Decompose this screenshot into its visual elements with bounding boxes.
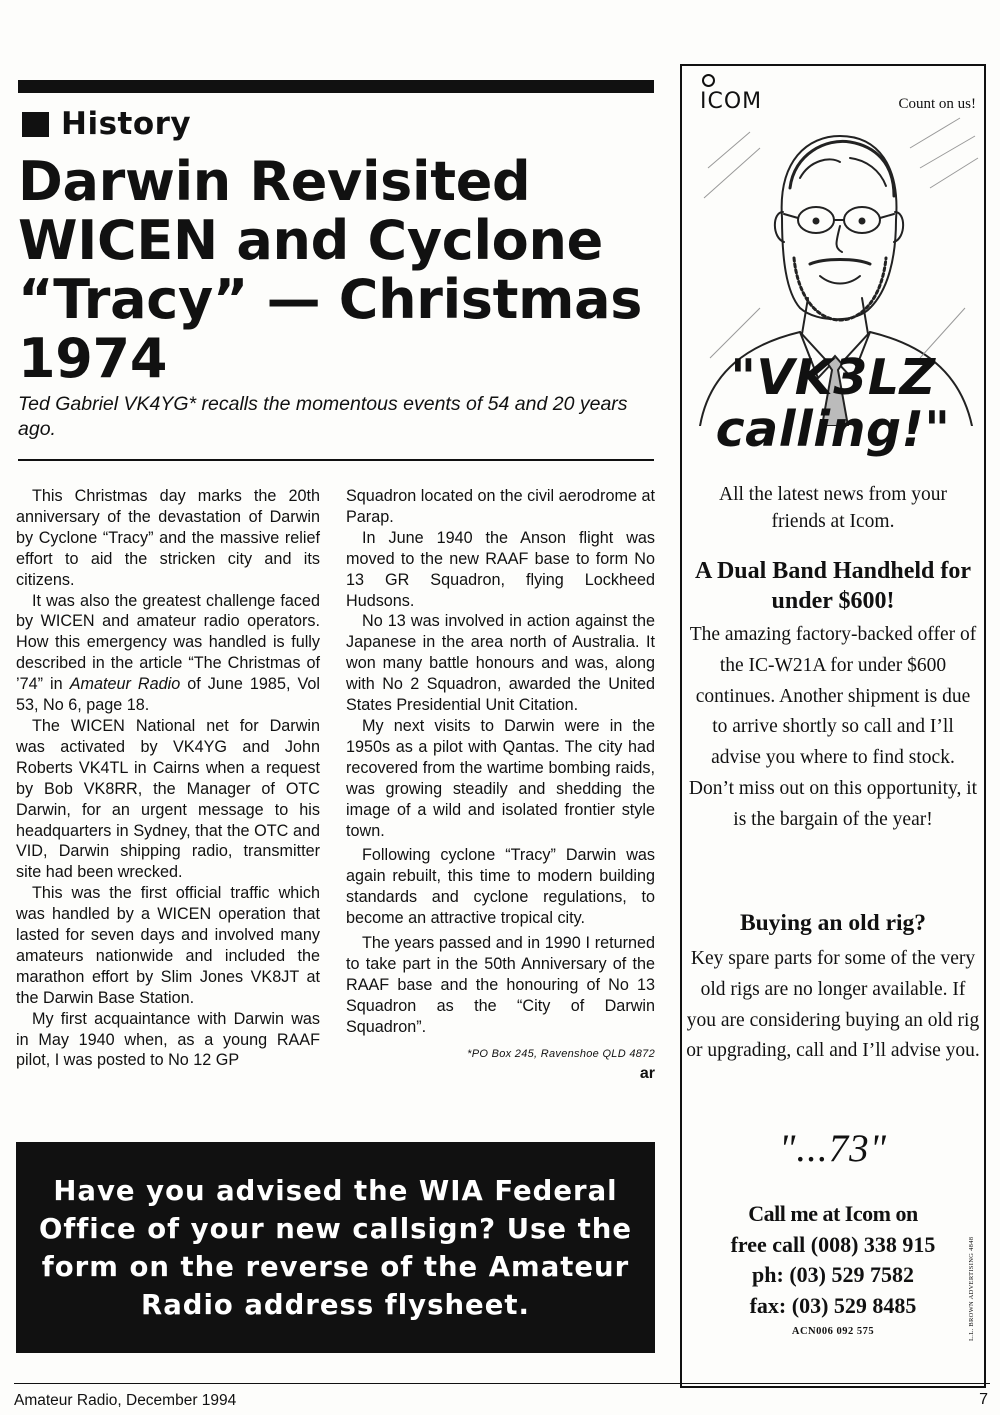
section-label-text: History <box>61 106 192 142</box>
heading-rule <box>18 459 654 461</box>
footer-rule <box>14 1383 990 1384</box>
article-column-1 <box>16 486 320 1071</box>
advert-tagline: Count on us! <box>898 96 976 112</box>
article-paragraph <box>16 591 320 716</box>
page-number: 7 <box>979 1391 988 1408</box>
headline-line: Darwin Revisited <box>18 150 531 213</box>
footer-publication: Amateur Radio, December 1994 <box>14 1392 237 1409</box>
article-paragraph: The WICEN National net for Darwin was activated by VK4YG and John Roberts VK4TL in Cairns when a request by Bob VK8RR, the Manager of OTC Darwin, for an urgent message to his headquarters in Sydney, that the OTC and VID, Darwin shipping radio, transmitter site had been wrecked. <box>16 716 320 882</box>
callsign-notice-box <box>16 1142 655 1353</box>
agency-credit: L.L. BROWN ADVERTISING 4848 <box>968 1236 975 1341</box>
journal-title: Amateur Radio <box>69 675 181 694</box>
contact-line: free call (008) 338 915 <box>730 1231 936 1257</box>
logo-ring-icon <box>702 74 715 87</box>
section-label <box>22 106 191 142</box>
headline-line: 1974 <box>18 327 168 390</box>
contact-line: Call me at Icom on <box>748 1201 918 1226</box>
article-paragraph: No 13 was involved in action against the Japanese in the area north of Australia. It won many battle honours and was, along with No 2 Squadron, awarded the United States Presidential Unit Citation. <box>346 612 655 715</box>
article-paragraph: In June 1940 the Anson flight was moved to the new RAAF base to form No 13 GR Squadron, flying Lockheed Hudsons. <box>346 528 655 610</box>
headline <box>18 152 658 388</box>
contact-line: fax: (03) 529 8485 <box>749 1292 917 1318</box>
article-column-2 <box>346 486 655 1085</box>
headline-line: “Tracy” — Christmas <box>18 268 643 331</box>
author-address: *PO Box 245, Ravenshoe QLD 4872 <box>467 1047 655 1060</box>
headline-line: WICEN and Cyclone <box>18 209 603 272</box>
end-mark: ar <box>639 1065 655 1083</box>
rig-body: Key spare parts for some of the very old rigs are no longer available. If you are considering buying an old rig or upgrading, call and I’ll advise you. <box>686 948 980 1062</box>
article-paragraph: This Christmas day marks the 20th anniversary of the devastation of Darwin by Cyclone “Tracy” and the massive relief effort to aid the stricken city and its citizens. <box>16 487 320 589</box>
offer-heading: A Dual Band Handheld for under $600! <box>694 558 972 614</box>
article-paragraph: My first acquaintance with Darwin was in May 1940 when, as a young RAAF pilot, I was posted to No 12 GP <box>16 1009 320 1070</box>
top-rule <box>18 80 654 93</box>
advert-callout <box>682 349 984 458</box>
offer-body: The amazing factory-backed offer of the IC-W21A for under $600 continues. Another shipment is due to arrive shortly so call and I’ll advise you where to find stock. Don’t miss out on this opportunity, it is the bargain of the year! <box>688 624 978 830</box>
advert-signoff: "...73" <box>778 1127 887 1170</box>
article-paragraph: Following cyclone “Tracy” Darwin was again rebuilt, this time to modern building standards and cyclone regulations, to become an attractive tropical city. <box>346 846 655 928</box>
icom-advert <box>680 64 986 1388</box>
paragraph-text: of June 1985, Vol 53, No 6, page 18. <box>16 675 320 715</box>
article-paragraph: This was the first official traffic which was handled by a WICEN operation that lasted for seven days and involved many amateurs nationwide and included the marathon effort by Slim Jones VK8JT at the Darwin Base Station. <box>16 884 320 1007</box>
paragraph-text: It was also the greatest challenge faced by WICEN and amateur radio operators. How this emergency was handled is fully described in the article “The Christmas of ’74” in <box>16 591 320 694</box>
article-paragraph: The years passed and in 1990 I returned to take part in the 50th Anniversary of the RAAF base and the honouring of No 13 Squadron as the “City of Darwin Squadron”. <box>346 934 655 1036</box>
advert-acn: ACN006 092 575 <box>791 1326 875 1337</box>
article-paragraph: My next visits to Darwin were in the 1950s as a pilot with Qantas. The city had recovered from the wartime bombing raids, was growing steadily and shedding the image of a wild and isolated frontier style town. <box>346 716 655 840</box>
article-paragraph: Squadron located on the civil aerodrome at Parap. <box>346 487 655 526</box>
callout-line: calling!" <box>715 401 951 458</box>
advert-intro: All the latest news from your friends at Icom. <box>719 484 947 532</box>
brand-name: ICOM <box>700 89 763 114</box>
standfirst: Ted Gabriel VK4YG* recalls the momentous events of 54 and 20 years ago. <box>18 393 628 440</box>
rig-heading: Buying an old rig? <box>739 910 927 936</box>
callout-line: "VK3LZ <box>730 349 936 406</box>
contact-line: ph: (03) 529 7582 <box>752 1262 914 1287</box>
contact-details <box>682 1199 984 1321</box>
notice-text: Have you advised the WIA Federal Office of your new callsign? Use the form on the reverse of the Amateur Radio address flysheet. <box>38 1174 633 1321</box>
section-square-icon <box>22 112 49 137</box>
